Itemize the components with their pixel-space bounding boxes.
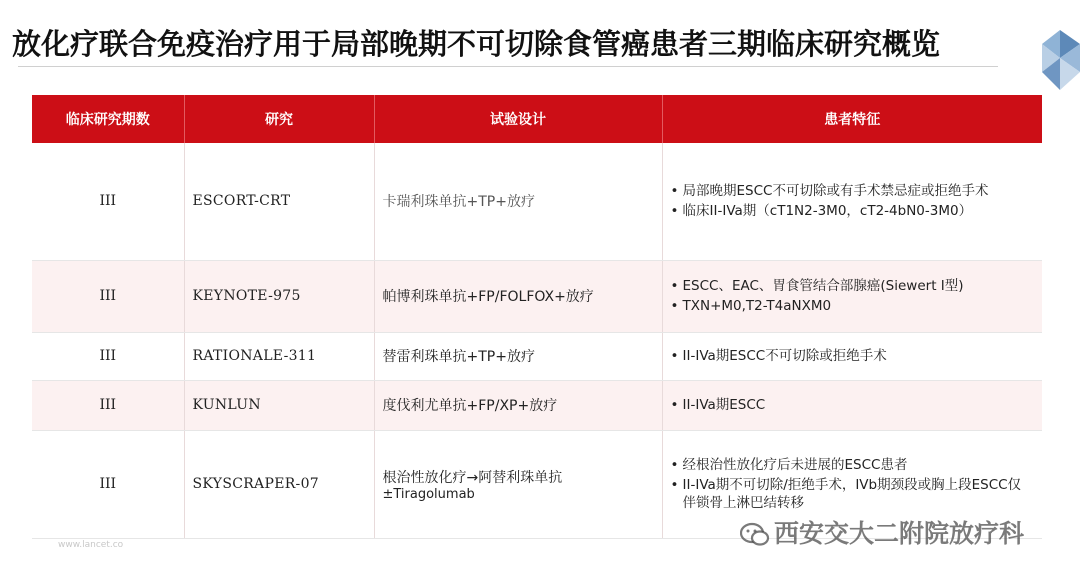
features-cell — [662, 143, 1042, 260]
watermark-text: 西安交大二附院放疗科 — [774, 519, 1025, 548]
study-cell: RATIONALE-311 — [184, 332, 374, 380]
page-title: 放化疗联合免疫治疗用于局部晚期不可切除食管癌患者三期临床研究概览 — [12, 27, 941, 61]
title-divider — [18, 66, 998, 67]
header-features: 患者特征 — [662, 95, 1042, 143]
features-cell — [662, 380, 1042, 430]
feature-item: • 局部晚期ESCC不可切除或有手术禁忌症或拒绝手术 — [671, 182, 1035, 200]
header-study: 研究 — [184, 95, 374, 143]
design-line-extra: ±Tiragolumab — [382, 486, 475, 502]
design-cell: 帕博利珠单抗+FP/FOLFOX+放疗 — [374, 260, 662, 332]
footer-url: www.lancet.co — [58, 540, 124, 550]
table-row — [32, 260, 1042, 332]
study-cell: SKYSCRAPER-07 — [184, 430, 374, 538]
feature-item: • 临床II-IVa期（cT1N2-3M0，cT2-4bN0-3M0） — [671, 202, 1035, 220]
wechat-icon — [740, 522, 770, 548]
corner-logo-icon — [1022, 28, 1080, 92]
table-row — [32, 332, 1042, 380]
design-line: 根治性放化疗→阿替利珠单抗 — [382, 469, 563, 486]
study-cell: ESCORT-CRT — [184, 143, 374, 260]
trials-table — [32, 95, 1042, 539]
phase-cell: III — [32, 260, 184, 332]
design-cell: 卡瑞利珠单抗+TP+放疗 — [374, 143, 662, 260]
phase-cell: III — [32, 430, 184, 538]
design-cell: 度伐利尤单抗+FP/XP+放疗 — [374, 380, 662, 430]
features-cell — [662, 332, 1042, 380]
feature-item: • II-IVa期ESCC不可切除或拒绝手术 — [671, 347, 1035, 365]
table-row — [32, 143, 1042, 260]
feature-item: • ESCC、EAC、胃食管结合部腺癌(Siewert I型) — [671, 277, 1035, 295]
table-header-row — [32, 95, 1042, 143]
design-cell: 替雷利珠单抗+TP+放疗 — [374, 332, 662, 380]
feature-item: • TXN+M0,T2-T4aNXM0 — [671, 297, 1035, 315]
table-row — [32, 380, 1042, 430]
phase-cell: III — [32, 332, 184, 380]
features-cell — [662, 260, 1042, 332]
phase-cell: III — [32, 143, 184, 260]
header-phase: 临床研究期数 — [32, 95, 184, 143]
design-cell — [374, 430, 662, 538]
study-cell: KEYNOTE-975 — [184, 260, 374, 332]
feature-item: • 经根治性放化疗后未进展的ESCC患者 — [671, 456, 1035, 474]
feature-item: • II-IVa期不可切除/拒绝手术，IVb期颈段或胸上段ESCC仅伴锁骨上淋巴结转移 — [671, 476, 1035, 512]
study-cell: KUNLUN — [184, 380, 374, 430]
watermark — [740, 514, 1024, 550]
header-design: 试验设计 — [374, 95, 662, 143]
feature-item: • II-IVa期ESCC — [671, 396, 1035, 414]
phase-cell: III — [32, 380, 184, 430]
